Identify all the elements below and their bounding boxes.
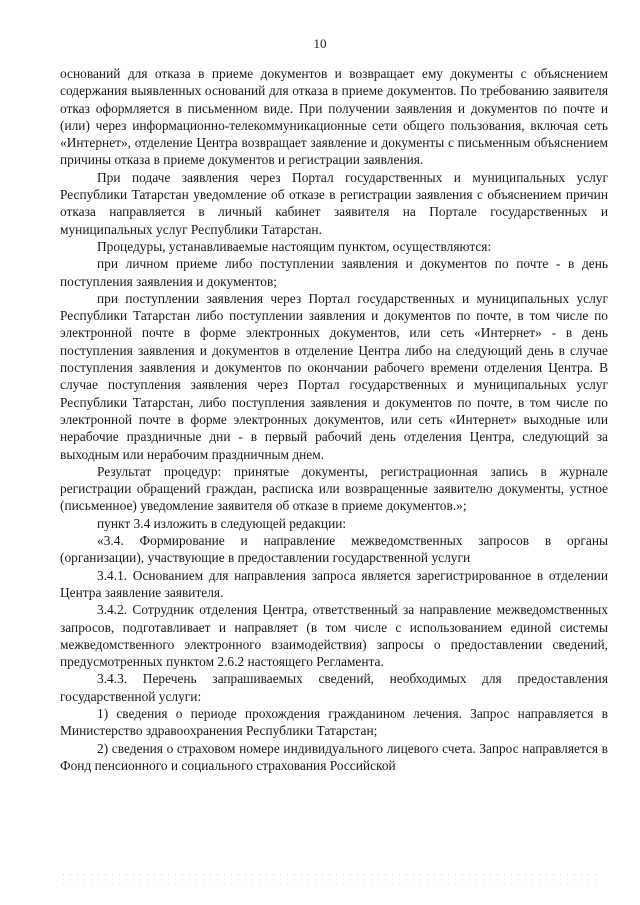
paragraph-1: оснований для отказа в приеме документов и возвращает ему документы с объяснением содержания выявленных оснований для отказа в приеме документов. По требованию заявителя отказ оформляется в письменном виде. При получении заявления и документов по почте и (или) через информационно-телекоммуникационные сети общего пользования, включая сеть «Интернет», отделение Центра возвращает заявление и документы с письменным объяснением причины отказа в приеме документов и регистрации заявления. — [60, 66, 608, 168]
page-number: 10 — [313, 36, 327, 51]
paragraph-12: 1) сведения о периоде прохождения гражданином лечения. Запрос направляется в Министерство здравоохранения Республики Татарстан; — [60, 705, 608, 739]
paragraph-2: При подаче заявления через Портал государственных и муниципальных услуг Республики Татарстан уведомление об отказе в регистрации заявления с объяснением причин отказа направляется в личный кабинет заявителя на Портале государственных и муниципальных услуг Республики Татарстан. — [60, 169, 608, 237]
document-body — [60, 65, 608, 774]
scan-noise — [60, 872, 600, 888]
paragraph-4: при личном приеме либо поступлении заявления и документов по почте - в день поступления заявления и документов; — [60, 256, 608, 289]
paragraph-8: «3.4. Формирование и направление межведомственных запросов в органы (организации), участвующие в предоставлении государственной услуги — [60, 533, 608, 566]
paragraph-9: 3.4.1. Основанием для направления запроса является зарегистрированное в отделении Центра заявление заявителя. — [60, 567, 608, 600]
paragraph-10: 3.4.2. Сотрудник отделения Центра, ответственный за направление межведомственных запросов, подготавливает и направляет (в том числе с использованием единой системы межведомственного электронного взаимодействия) запросы о предоставлении сведений, предусмотренных пунктом 2.6.2 настоящего Регламента. — [60, 602, 608, 670]
paragraph-11: 3.4.3. Перечень запрашиваемых сведений, необходимых для предоставления государственной услуги: — [60, 671, 608, 704]
paragraph-6: Результат процедур: принятые документы, регистрационная запись в журнале регистрации обращений граждан, расписка или возвращенные заявителю документы, устное (письменное) уведомление заявителя об отказе в приеме документов.»; — [60, 463, 608, 514]
paragraph-7: пункт 3.4 изложить в следующей редакции: — [97, 515, 347, 531]
paragraph-5: при поступлении заявления через Портал государственных и муниципальных услуг Республики Татарстан либо поступлении заявления и документов по почте, в том числе по электронной почте в форме электронных документов, или сеть «Интернет» - в день поступления заявления и документов в отделение Центра либо на следующий день в случае поступления заявления и документов по окончании рабочего времени отделения Центра. В случае поступления заявления через Портал государственных и муниципальных услуг Республики Татарстан, либо поступления заявления и документов по почте, в том числе по электронной почте в форме электронных документов, или сеть «Интернет» выходные или нерабочие праздничные дни - в первый рабочий день отделения Центра, следующий за выходным или нерабочим праздничным днем. — [60, 290, 608, 462]
paragraph-13: 2) сведения о страховом номере индивидуального лицевого счета. Запрос направляется в Фонд пенсионного и социального страхования Российской — [60, 740, 608, 773]
paragraph-3: Процедуры, устанавливаемые настоящим пунктом, осуществляются: — [97, 238, 492, 254]
